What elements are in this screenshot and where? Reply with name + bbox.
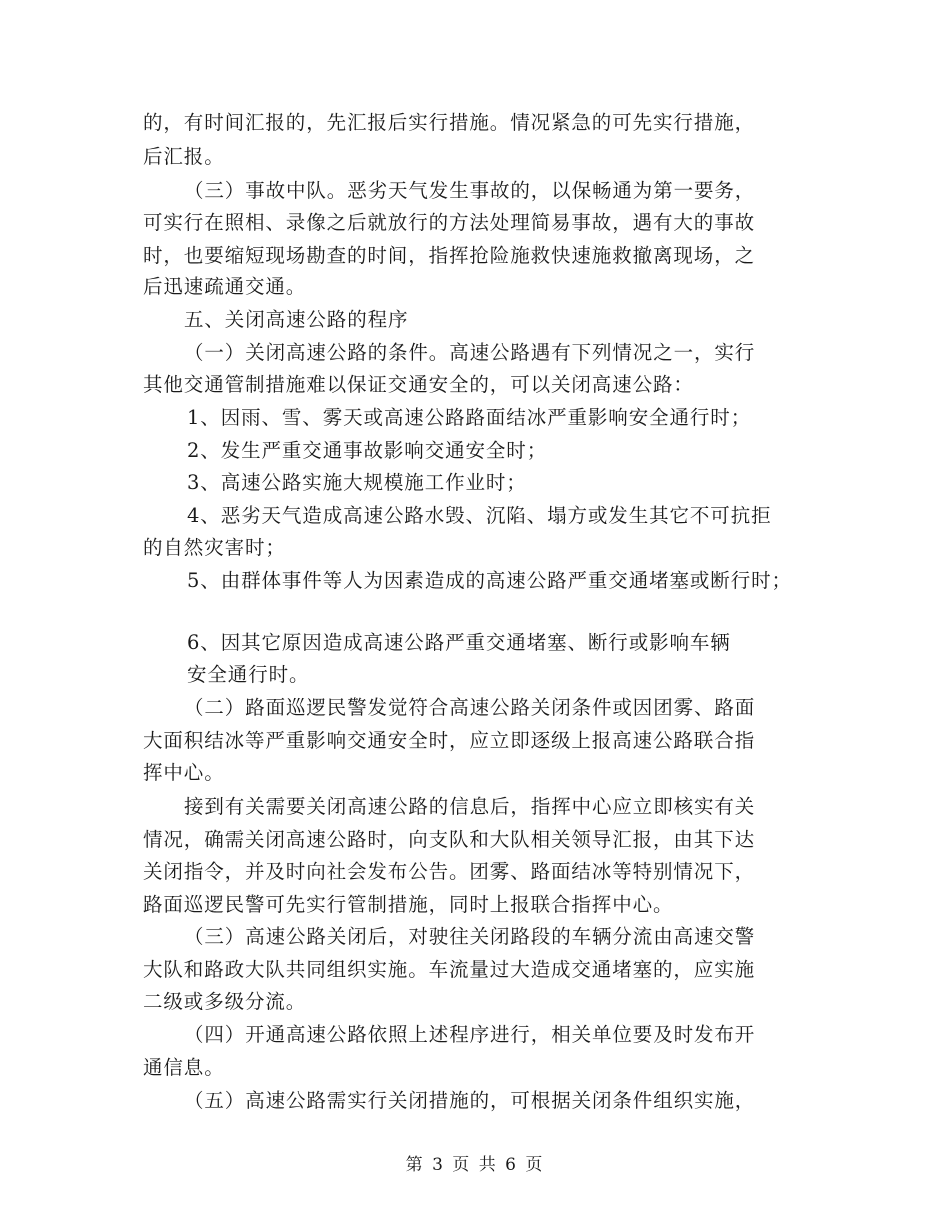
text-line: 二级或多级分流。 (143, 990, 307, 1013)
text-line: 接到有关需要关闭高速公路的信息后，指挥中心应立即核实有关 (184, 795, 756, 818)
text-line: 后迅速疏通交通。 (143, 275, 307, 298)
text-line: 情况，确需关闭高速公路时，向支队和大队相关领导汇报，由其下达 (143, 828, 756, 851)
list-item: 5、由群体事件等人为因素造成的高速公路严重交通堵塞或断行时； (187, 569, 792, 592)
text-line: 时，也要缩短现场勘查的时间，指挥抢险施救快速施救撤离现场，之 (143, 244, 756, 267)
text-line: 的，有时间汇报的，先汇报后实行措施。情况紧急的可先实行措施， (143, 111, 756, 134)
list-item: 2、发生严重交通事故影响交通安全时； (187, 439, 548, 462)
text-line: （一）关闭高速公路的条件。高速公路遇有下列情况之一，实行 (184, 341, 756, 364)
text-line: （五）高速公路需实行关闭措施的，可根据关闭条件组织实施， (184, 1089, 756, 1112)
text-line: 路面巡逻民警可先实行管制措施，同时上报联合指挥中心。 (143, 893, 674, 916)
text-line: 其他交通管制措施难以保证交通安全的，可以关闭高速公路： (143, 373, 694, 396)
text-line: （四）开通高速公路依照上述程序进行，相关单位要及时发布开 (184, 1023, 756, 1046)
text-line: （二）路面巡逻民警发觉符合高速公路关闭条件或因团雾、路面 (184, 696, 756, 719)
text-line: 大队和路政大队共同组织实施。车流量过大造成交通堵塞的，应实施 (143, 958, 756, 981)
list-item: 4、恶劣天气造成高速公路水毁、沉陷、塌方或发生其它不可抗拒 (187, 504, 772, 527)
text-line: （三）高速公路关闭后，对驶往关闭路段的车辆分流由高速交警 (184, 925, 756, 948)
section-heading: 五、关闭高速公路的程序 (184, 308, 409, 331)
list-item: 1、因雨、雪、雾天或高速公路路面结冰严重影响安全通行时； (187, 406, 752, 429)
text-line: 的自然灾害时； (143, 536, 286, 559)
text-line: 挥中心。 (143, 761, 225, 784)
text-line: 关闭指令，并及时向社会发布公告。团雾、路面结冰等特别情况下， (143, 860, 756, 883)
text-line: 大面积结冰等严重影响交通安全时，应立即逐级上报高速公路联合指 (143, 729, 756, 752)
text-line: 通信息。 (143, 1056, 225, 1079)
list-item: 3、高速公路实施大规模施工作业时； (187, 471, 527, 494)
text-line: （三）事故中队。恶劣天气发生事故的，以保畅通为第一要务， (184, 179, 756, 202)
text-line: 安全通行时。 (187, 663, 310, 686)
page-footer: 第 3 页 共 6 页 (405, 1155, 545, 1175)
text-line: 可实行在照相、录像之后就放行的方法处理简易事故，遇有大的事故 (143, 211, 756, 234)
list-item: 6、因其它原因造成高速公路严重交通堵塞、断行或影响车辆 (187, 631, 731, 654)
text-line: 后汇报。 (143, 145, 225, 168)
